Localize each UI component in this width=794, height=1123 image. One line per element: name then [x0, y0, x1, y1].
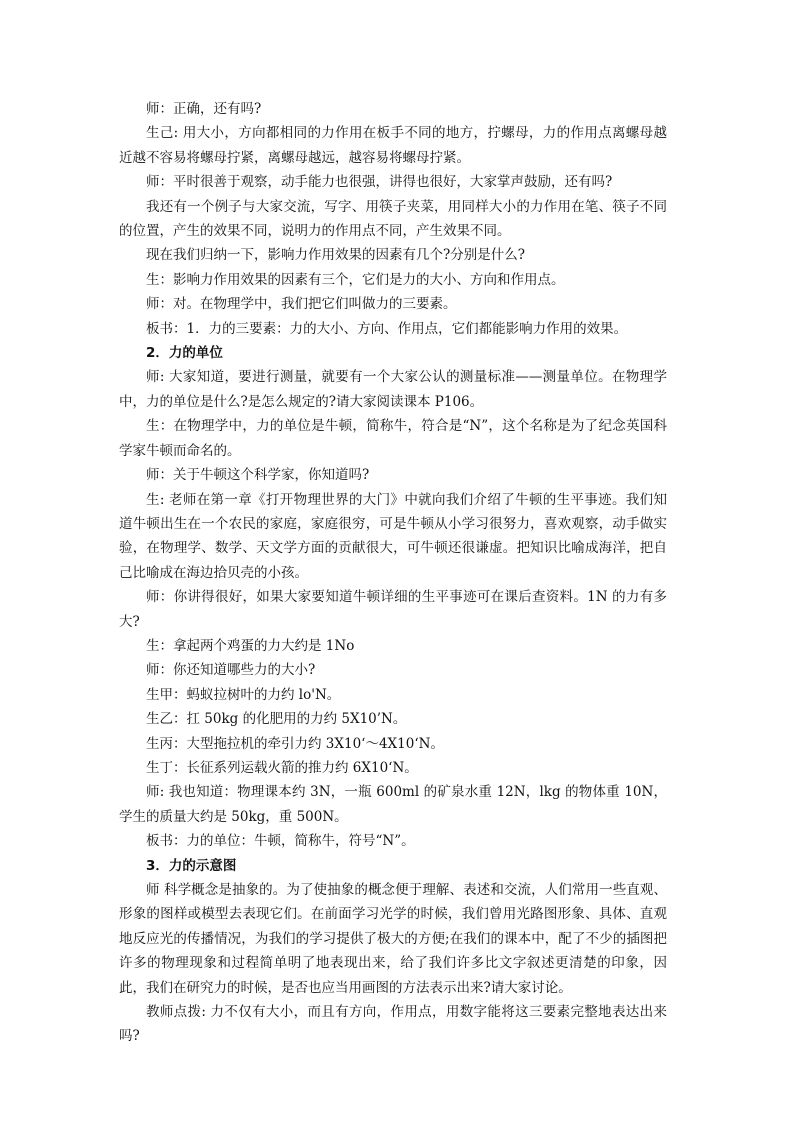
- paragraph: 教师点拨: 力不仅有大小，而且有方向，作用点，用数字能将这三要素完整地表达出来吗?: [119, 1004, 667, 1045]
- paragraph: 师: 我也知道：物理课本约 3N，一瓶 600ml 的矿泉水重 12N，lkg 的物体重 10N，学生的质量大约是 50kg，重 500N。: [119, 784, 667, 825]
- paragraph: 师：对。在物理学中，我们把它们叫做力的三要素。: [146, 296, 457, 313]
- paragraph: 师: 大家知道，要进行测量，就要有一个大家公认的测量标准——测量单位。在物理学中，力的单位是什么?是怎么规定的?请大家阅读课本 P106。: [119, 369, 667, 410]
- paragraph: 师：你还知道哪些力的大小?: [146, 662, 316, 679]
- paragraph: 师：关于牛顿这个科学家，你知道吗?: [146, 467, 370, 484]
- paragraph: 师：你讲得很好，如果大家要知道牛顿详细的生平事迹可在课后查资料。1N 的力有多大?: [119, 589, 667, 630]
- paragraph: 师：平时很善于观察，动手能力也很强，讲得也很好，大家掌声鼓励，还有吗?: [146, 174, 613, 191]
- paragraph: 生己: 用大小，方向都相同的力作用在板手不同的地方，拧螺母，力的作用点离螺母越近越不容易将螺母拧紧，离螺母越远，越容易将螺母拧紧。: [119, 125, 667, 166]
- paragraph: 板书：力的单位：牛顿，简称牛，符号“N”。: [146, 833, 415, 850]
- paragraph: 生：影响力作用效果的因素有三个，它们是力的大小、方向和作用点。: [146, 271, 565, 288]
- paragraph: 我还有一个例子与大家交流，写字、用筷子夹菜，用同样大小的力作用在笔、筷子不同的位置，产生的效果不同，说明力的作用点不同，产生效果不同。: [119, 198, 667, 240]
- paragraph: 师 科学概念是抽象的。为了使抽象的概念便于理解、表述和交流，人们常用一些直观、形象的图样或模型去表现它们。在前面学习光学的时候，我们曾用光路图形象、具体、直观地反应光的传播情况，为我们的学习提供了极大的方便;在我们的课本中，配了不少的插图把许多的物理现象和过程简单明了地表现出来，给了我们许多比文字叙述更清楚的印象，因此，我们在研究力的时候，是否也应当用画图的方法表示出来?请大家讨论。: [119, 882, 667, 996]
- paragraph: 生: 老师在第一章《打开物理世界的大门》中就向我们介绍了牛顿的生平事迹。我们知道牛顿出生在一个农民的家庭，家庭很穷，可是牛顿从小学习很努力，喜欢观察，动手做实验，在物理学、数学、天文学方面的贡献很大，可牛顿还很谦虚。把知识比喻成海洋，把自己比喻成在海边拾贝壳的小孩。: [119, 491, 667, 581]
- paragraph: 生丙：大型拖拉机的牵引力约 3X10‘～4X10‘N。: [146, 735, 444, 752]
- paragraph: 生乙：扛 50kg 的化肥用的力约 5X10’N。: [146, 711, 407, 728]
- paragraph: 生甲：蚂蚁拉树叶的力约 lo'N。: [146, 686, 341, 703]
- section-heading: 3．力的示意图: [146, 857, 237, 874]
- paragraph: 生：拿起两个鸡蛋的力大约是 1No: [146, 637, 355, 654]
- paragraph: 师：正确，还有吗?: [146, 101, 262, 117]
- paragraph: 板书：1．力的三要素：力的大小、方向、作用点，它们都能影响力作用的效果。: [146, 320, 628, 337]
- section-heading: 2．力的单位: [146, 345, 223, 362]
- paragraph: 生：在物理学中，力的单位是牛顿，简称牛，符合是“N”，这个名称是为了纪念英国科学家牛顿而命名的。: [119, 418, 667, 459]
- document-body: [119, 97, 667, 1049]
- paragraph: 生丁：长征系列运载火箭的推力约 6X10‘N。: [146, 759, 418, 776]
- paragraph: 现在我们归纳一下，影响力作用效果的因素有几个?分别是什么?: [146, 247, 525, 264]
